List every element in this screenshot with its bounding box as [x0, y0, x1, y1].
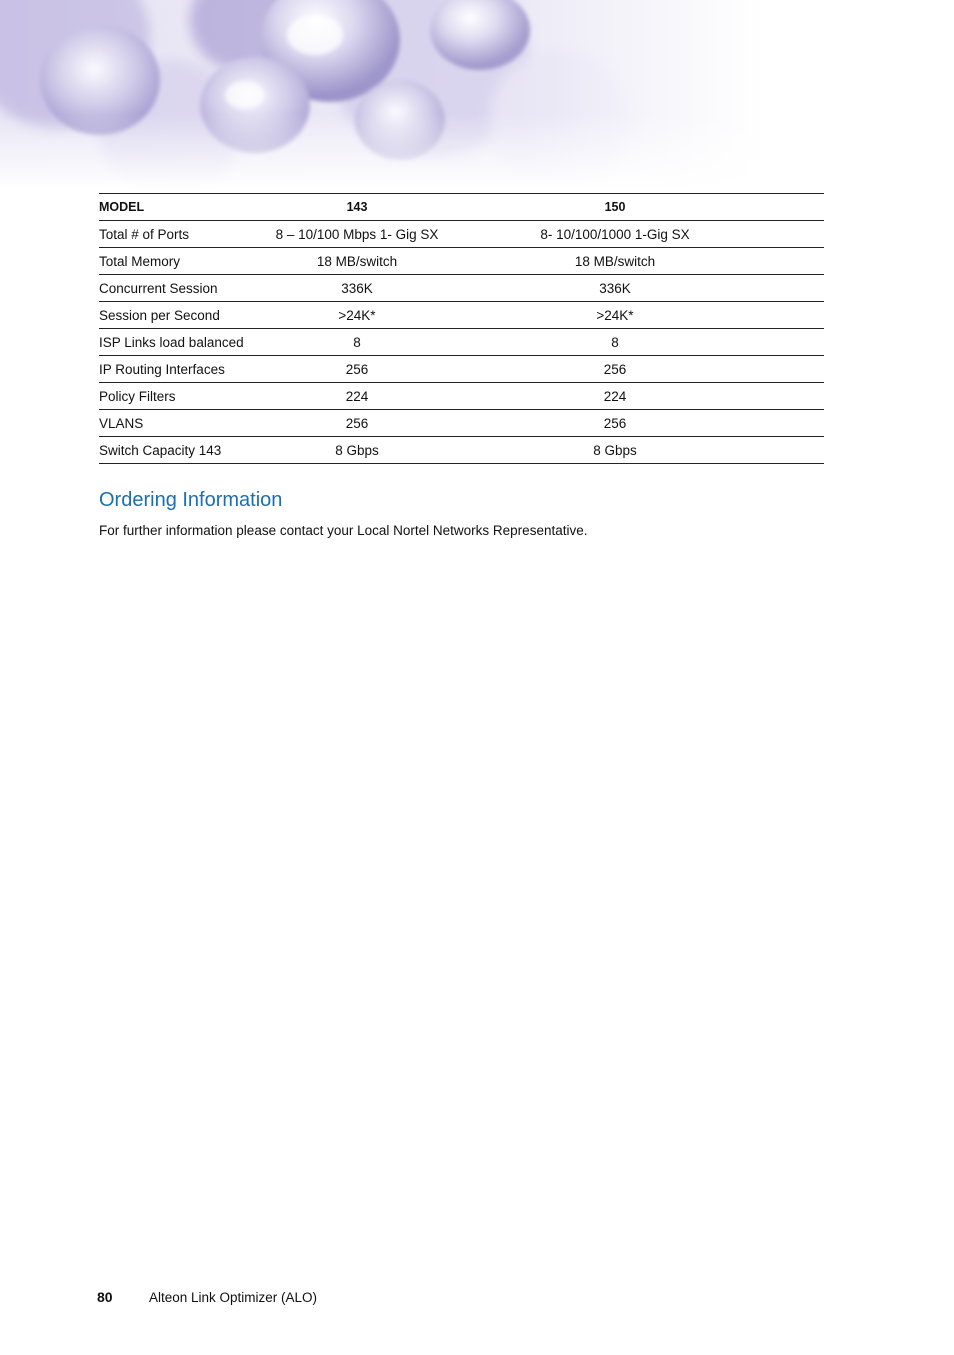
column-header-spacer	[765, 194, 824, 221]
table-row	[99, 275, 824, 302]
row-label: Policy Filters	[99, 383, 249, 410]
table-row	[99, 221, 824, 248]
cell-spacer	[765, 329, 824, 356]
cell-150: 8- 10/100/1000 1-Gig SX	[465, 221, 765, 248]
cell-150: 256	[465, 356, 765, 383]
row-label: IP Routing Interfaces	[99, 356, 249, 383]
table-row	[99, 410, 824, 437]
cell-143: 8 Gbps	[249, 437, 465, 464]
row-label: Total Memory	[99, 248, 249, 275]
cell-143: 18 MB/switch	[249, 248, 465, 275]
cell-spacer	[765, 383, 824, 410]
cell-143: 256	[249, 356, 465, 383]
ordering-information-text: For further information please contact your Local Nortel Networks Representative.	[99, 523, 588, 538]
cell-spacer	[765, 221, 824, 248]
cell-143: 336K	[249, 275, 465, 302]
header-photo	[0, 0, 954, 190]
cell-150: 256	[465, 410, 765, 437]
table-header-row	[99, 194, 824, 221]
table-row	[99, 302, 824, 329]
cell-150: 8 Gbps	[465, 437, 765, 464]
cell-143: >24K*	[249, 302, 465, 329]
specifications-table	[99, 193, 824, 464]
decorative-spheres-icon	[0, 0, 954, 190]
cell-143: 8	[249, 329, 465, 356]
row-label: ISP Links load balanced	[99, 329, 249, 356]
row-label: Session per Second	[99, 302, 249, 329]
page-footer	[97, 1289, 317, 1305]
document-title: Alteon Link Optimizer (ALO)	[149, 1290, 318, 1305]
cell-150: 8	[465, 329, 765, 356]
cell-spacer	[765, 248, 824, 275]
table-row	[99, 248, 824, 275]
cell-143: 256	[249, 410, 465, 437]
column-header-model: MODEL	[99, 194, 249, 221]
cell-150: >24K*	[465, 302, 765, 329]
cell-spacer	[765, 437, 824, 464]
table-row	[99, 356, 824, 383]
column-header-150: 150	[465, 194, 765, 221]
cell-150: 18 MB/switch	[465, 248, 765, 275]
table-row	[99, 437, 824, 464]
row-label: Concurrent Session	[99, 275, 249, 302]
cell-spacer	[765, 275, 824, 302]
row-label: Switch Capacity 143	[99, 437, 249, 464]
cell-spacer	[765, 302, 824, 329]
table-row	[99, 383, 824, 410]
cell-150: 336K	[465, 275, 765, 302]
row-label: Total # of Ports	[99, 221, 249, 248]
cell-150: 224	[465, 383, 765, 410]
ordering-information-heading: Ordering Information	[99, 489, 283, 511]
row-label: VLANS	[99, 410, 249, 437]
cell-spacer	[765, 356, 824, 383]
cell-143: 8 – 10/100 Mbps 1- Gig SX	[249, 221, 465, 248]
page-number: 80	[97, 1289, 113, 1305]
cell-spacer	[765, 410, 824, 437]
column-header-143: 143	[249, 194, 465, 221]
cell-143: 224	[249, 383, 465, 410]
table-row	[99, 329, 824, 356]
